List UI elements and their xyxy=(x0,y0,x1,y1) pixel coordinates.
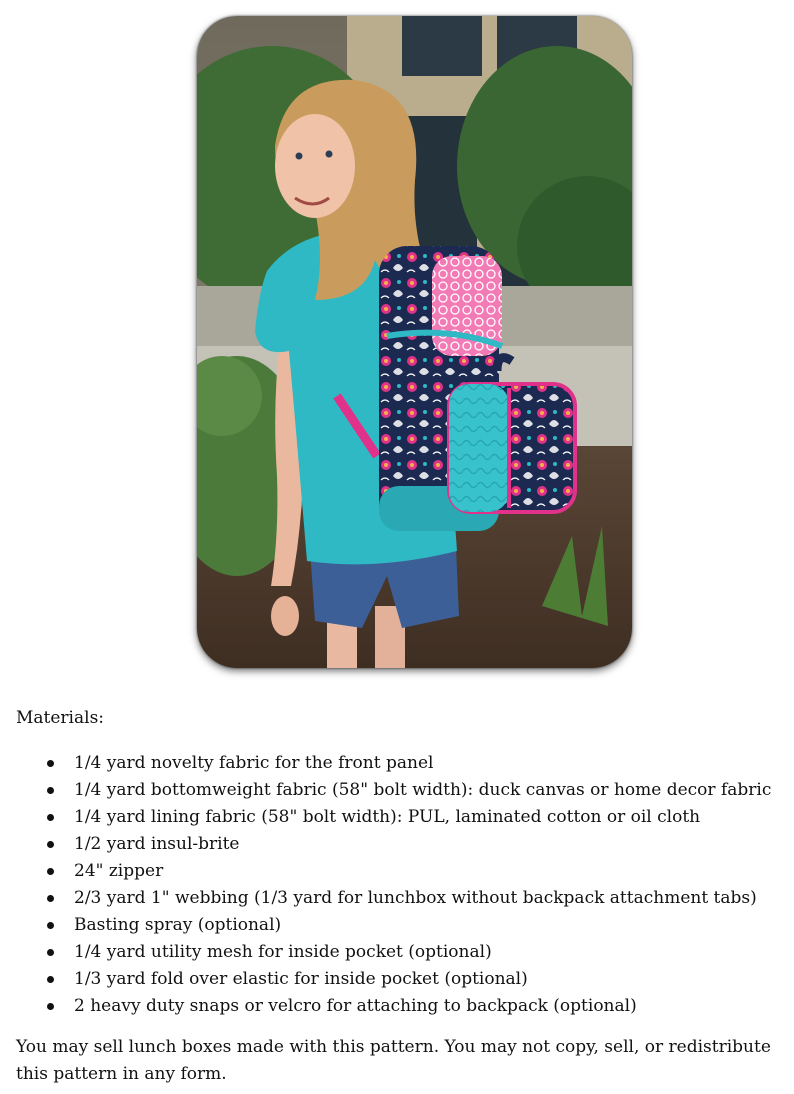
list-item: 1/4 yard bottomweight fabric (58" bolt width): duck canvas or home decor fabric xyxy=(74,777,784,804)
list-item: 1/2 yard insul-brite xyxy=(74,831,784,858)
girl-with-backpack-illustration xyxy=(197,16,632,668)
materials-list xyxy=(74,750,784,1020)
list-item: Basting spray (optional) xyxy=(74,912,784,939)
list-item: 1/4 yard novelty fabric for the front panel xyxy=(74,750,784,777)
product-photo xyxy=(197,16,632,668)
list-item: 1/4 yard lining fabric (58" bolt width): PUL, laminated cotton or oil cloth xyxy=(74,804,784,831)
list-item: 24" zipper xyxy=(74,858,784,885)
list-item: 2/3 yard 1" webbing (1/3 yard for lunchbox without backpack attachment tabs) xyxy=(74,885,784,912)
list-item: 1/4 yard utility mesh for inside pocket (optional) xyxy=(74,939,784,966)
materials-heading: Materials: xyxy=(16,708,105,728)
license-note: You may sell lunch boxes made with this pattern. You may not copy, sell, or redistribute this pattern in any form. xyxy=(16,1037,771,1084)
list-item: 2 heavy duty snaps or velcro for attaching to backpack (optional) xyxy=(74,993,784,1020)
list-item: 1/3 yard fold over elastic for inside pocket (optional) xyxy=(74,966,784,993)
